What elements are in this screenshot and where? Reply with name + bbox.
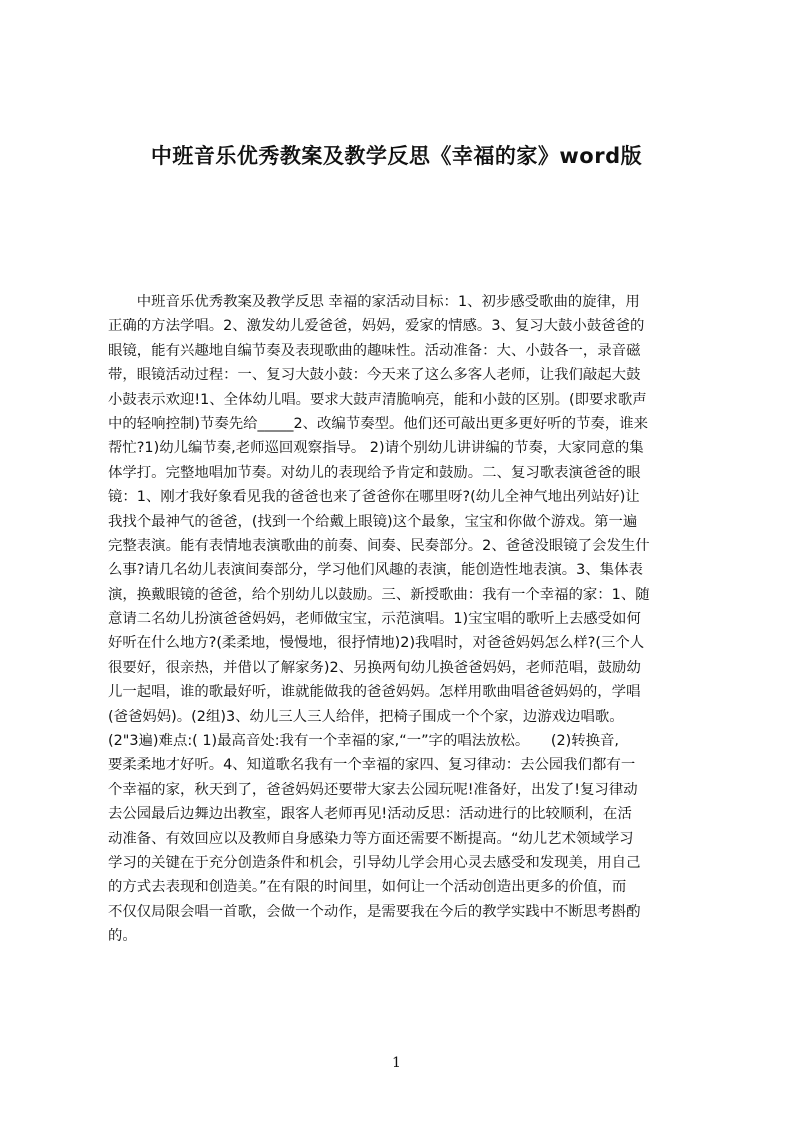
body-text-line: 中的轻响控制)节奏先给_____2、改编节奏型。他们还可敲出更多更好听的节奏，谁来 [108, 415, 649, 432]
body-text-line: 的。 [108, 928, 137, 945]
page-number: 1 [392, 1055, 401, 1071]
body-text-line: (2"3遍)难点:( 1)最高音处:我有一个幸福的家,“一”字的唱法放松。 (2)转换音, [108, 733, 619, 750]
body-text-line: 个幸福的家，秋天到了，爸爸妈妈还要带大家去公园玩呢!准备好，出发了!复习律动 [108, 781, 638, 798]
body-text-line: 正确的方法学唱。2、激发幼儿爱爸爸，妈妈，爱家的情感。3、复习大鼓小鼓爸爸的 [108, 318, 645, 335]
document-body [108, 290, 698, 949]
body-text-line: 演，换戴眼镜的爸爸，给个别幼儿以鼓励。三、新授歌曲：我有一个幸福的家：1、随 [108, 586, 650, 603]
body-text-line: 学习的关键在于充分创造条件和机会，引导幼儿学会用心灵去感受和发现美，用自己 [108, 854, 641, 871]
body-text-line: 去公园最后边舞边出教室，跟客人老师再见!活动反思：活动进行的比较顺利，在活 [108, 806, 632, 823]
body-text-line: 儿一起唱，谁的歌最好听，谁就能做我的爸爸妈妈。怎样用歌曲唱爸爸妈妈的，学唱 [108, 684, 641, 701]
body-text-line: 小鼓表示欢迎!1、全体幼儿唱。要求大鼓声清脆响亮，能和小鼓的区别。(即要求歌声 [108, 391, 647, 408]
body-text-line: 好听在什么地方?(柔柔地，慢慢地，很抒情地)2)我唱时，对爸爸妈妈怎么样?(三个人 [108, 635, 645, 652]
body-text-line: 很要好，很亲热，并借以了解家务)2、另换两旬幼儿换爸爸妈妈，老师范唱，鼓励幼 [108, 659, 641, 676]
body-text-line: 么事?请几名幼儿表演间奏部分，学习他们风趣的表演，能创造性地表演。3、集体表 [108, 562, 643, 579]
document-title: 中班音乐优秀教案及教学反思《幸福的家》word版 [150, 144, 643, 168]
body-text-line: 完整表演。能有表情地表演歌曲的前奏、间奏、民奏部分。2、爸爸没眼镜了会发生什 [108, 537, 650, 554]
body-text-line: 带，眼镜活动过程：一、复习大鼓小鼓：今天来了这么多客人老师，让我们敲起大鼓 [108, 367, 641, 384]
body-text-line: 我找个最神气的爸爸，(找到一个给戴上眼镜)这个最象，宝宝和你做个游戏。第一遍 [108, 513, 638, 530]
body-text-line: 意请二名幼儿扮演爸爸妈妈，老师做宝宝，示范演唱。1)宝宝唱的歌听上去感受如何 [108, 611, 641, 628]
body-text-line: 体学打。完整地唱加节奏。对幼儿的表现给予肯定和鼓励。二、复习歌表演爸爸的眼 [108, 464, 641, 481]
body-text-line: 的方式去表现和创造美。”在有限的时间里，如何让一个活动创造出更多的价值，而 [108, 879, 627, 896]
body-text-line: 眼镜，能有兴趣地自编节奏及表现歌曲的趣味性。活动准备：大、小鼓各一，录音磁 [108, 342, 641, 359]
body-text-line: 镜：1、刚才我好象看见我的爸爸也来了爸爸你在哪里呀?(幼儿全神气地出列站好)让 [108, 489, 640, 506]
body-text-line: 不仅仅局限会唱一首歌，会做一个动作，是需要我在今后的教学实践中不断思考斟酌 [108, 903, 641, 920]
body-text-line: 帮忙?1)幼儿编节奏,老师巡回观察指导。 2)请个别幼儿讲讲编的节奏，大家同意的集 [108, 440, 644, 457]
body-text-line: 要柔柔地才好听。4、知道歌名我有一个幸福的家四、复习律动：去公园我们都有一 [108, 757, 636, 774]
body-text-line: (爸爸妈妈)。(2组)3、幼儿三人三人给伴，把椅子围成一个个家，边游戏边唱歌。 [108, 708, 624, 725]
body-text-line: 中班音乐优秀教案及教学反思 幸福的家活动目标：1、初步感受歌曲的旋律，用 [108, 294, 640, 310]
body-text-line: 动准备、有效回应以及教师自身感染力等方面还需要不断提高。“幼儿艺术领域学习 [108, 830, 634, 847]
